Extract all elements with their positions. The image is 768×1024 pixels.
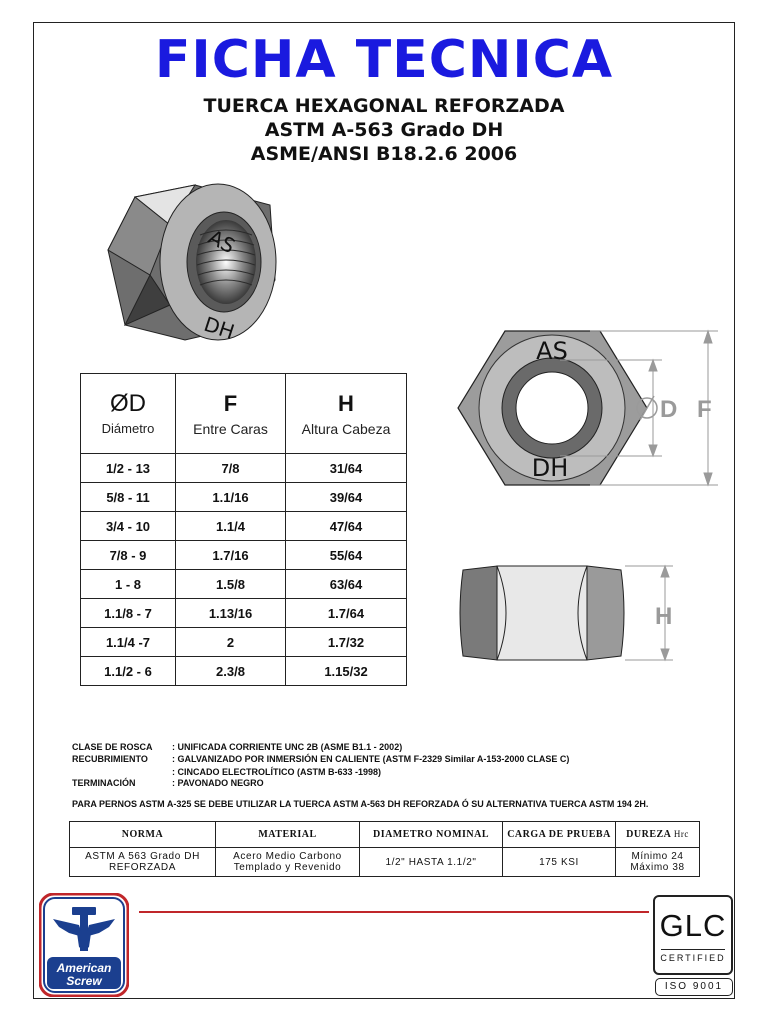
header-diameter: ØD Diámetro	[81, 374, 176, 454]
cell-diameter: 5/8 - 11	[81, 483, 176, 512]
cell-diametro: 1/2" HASTA 1.1/2"	[360, 848, 503, 877]
header-dureza: DUREZA Hrc	[616, 822, 700, 848]
header-altura-cabeza: H Altura Cabeza	[286, 374, 407, 454]
nut-3d-illustration	[100, 165, 280, 350]
dimension-table-header	[81, 374, 407, 454]
logo-text-american: American	[56, 961, 112, 975]
logo-text-screw: Screw	[66, 974, 102, 988]
label-f: F	[697, 396, 712, 423]
properties-table	[69, 821, 700, 877]
properties-header	[70, 822, 700, 848]
product-standard: ASTM A-563 Grado DH	[264, 119, 504, 141]
table-row	[81, 454, 407, 483]
cell-entre-caras: 1.1/16	[176, 483, 286, 512]
nut-side-view-drawing	[455, 560, 685, 668]
american-screw-logo	[39, 893, 129, 997]
header-norma: NORMA	[70, 822, 216, 848]
cell-material: Acero Medio Carbono Templado y Revenido	[216, 848, 360, 877]
cell-dureza: Mínimo 24 Máximo 38	[616, 848, 700, 877]
nut-mark-dh: DH	[201, 311, 238, 345]
table-row	[81, 570, 407, 599]
glc-certified-label: CERTIFIED	[660, 953, 726, 963]
front-mark-dh: DH	[531, 454, 569, 482]
header-diametro-nominal: DIAMETRO NOMINAL	[360, 822, 503, 848]
cell-altura: 1.7/32	[286, 628, 407, 657]
cell-altura: 55/64	[286, 541, 407, 570]
cell-altura: 63/64	[286, 570, 407, 599]
cell-diameter: 3/4 - 10	[81, 512, 176, 541]
cell-entre-caras: 1.7/16	[176, 541, 286, 570]
header-entre-caras: F Entre Caras	[176, 374, 286, 454]
table-row	[81, 657, 407, 686]
cell-altura: 31/64	[286, 454, 407, 483]
cell-entre-caras: 1.5/8	[176, 570, 286, 599]
header-carga-prueba: CARGA DE PRUEBA	[503, 822, 616, 848]
cell-diameter: 7/8 - 9	[81, 541, 176, 570]
nut-front-view-drawing	[450, 325, 725, 490]
label-h: H	[655, 603, 673, 630]
cell-altura: 39/64	[286, 483, 407, 512]
cell-carga: 175 KSI	[503, 848, 616, 877]
cell-diameter: 1.1/8 - 7	[81, 599, 176, 628]
table-row	[81, 599, 407, 628]
page-title: FICHA TECNICA	[154, 30, 614, 90]
cell-entre-caras: 1.1/4	[176, 512, 286, 541]
cell-altura: 1.7/64	[286, 599, 407, 628]
cell-entre-caras: 7/8	[176, 454, 286, 483]
footer-divider	[139, 911, 649, 913]
cell-altura: 1.15/32	[286, 657, 407, 686]
product-name: TUERCA HEXAGONAL REFORZADA	[203, 95, 565, 117]
nut-mark-as: AS	[204, 224, 240, 259]
label-d: D	[660, 396, 678, 423]
cell-entre-caras: 1.13/16	[176, 599, 286, 628]
cell-diameter: 1.1/4 -7	[81, 628, 176, 657]
front-mark-as: AS	[536, 337, 568, 365]
cell-diameter: 1 - 8	[81, 570, 176, 599]
cell-altura: 47/64	[286, 512, 407, 541]
table-row	[81, 483, 407, 512]
product-standard-asme: ASME/ANSI B18.2.6 2006	[250, 143, 518, 165]
table-row	[81, 628, 407, 657]
header-dureza-unit: Hrc	[673, 829, 689, 839]
cell-diameter: 1.1/2 - 6	[81, 657, 176, 686]
cell-entre-caras: 2.3/8	[176, 657, 286, 686]
header-material: MATERIAL	[216, 822, 360, 848]
cell-diameter: 1/2 - 13	[81, 454, 176, 483]
table-row	[81, 512, 407, 541]
glc-mark: GLC	[659, 908, 727, 943]
glc-certification-badge	[653, 895, 733, 975]
table-row	[81, 541, 407, 570]
dimension-table	[80, 373, 407, 686]
usage-note: PARA PERNOS ASTM A-325 SE DEBE UTILIZAR LA TUERCA ASTM A-563 DH REFORZADA Ó SU ALTERNATIVA TUERCA ASTM 194 2H.	[72, 799, 649, 809]
table-row	[70, 848, 700, 877]
cell-norma: ASTM A 563 Grado DH REFORZADA	[70, 848, 216, 877]
cell-entre-caras: 2	[176, 628, 286, 657]
iso-badge: ISO 9001	[655, 978, 733, 996]
